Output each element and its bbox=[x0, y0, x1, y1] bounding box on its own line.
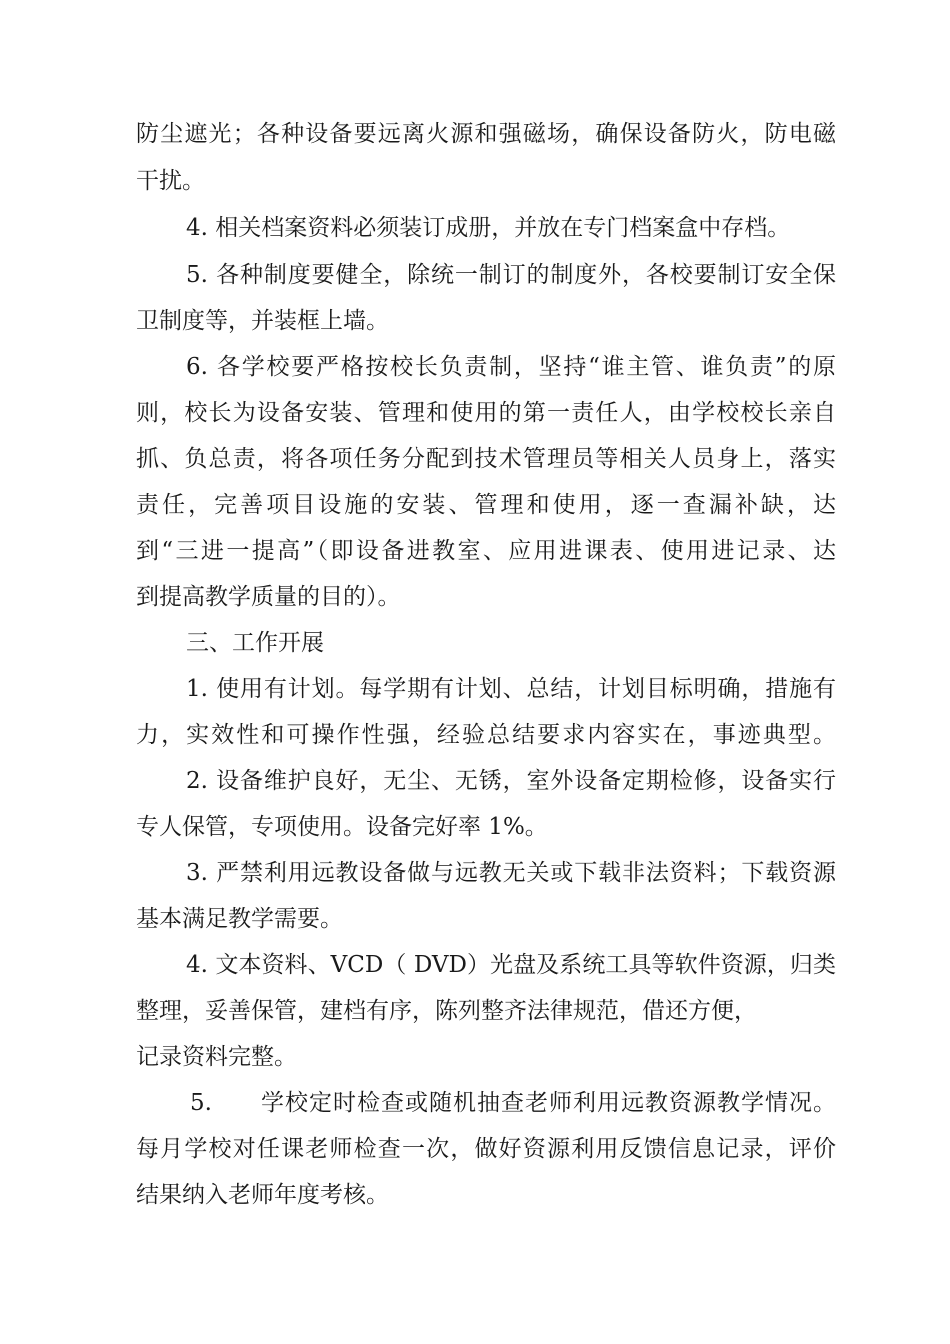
section-heading: 三、工作开展 bbox=[186, 630, 324, 656]
text-line: 4. 文本资料、VCD（ DVD）光盘及系统工具等软件资源，归类 bbox=[186, 952, 836, 978]
text-line: 结果纳入老师年度考核。 bbox=[136, 1182, 389, 1208]
text-line: 专人保管，专项使用。设备完好率 1%。 bbox=[136, 814, 548, 840]
text-line: 3. 严禁利用远教设备做与远教无关或下载非法资料；下载资源 bbox=[186, 860, 836, 886]
text-line: 2. 设备维护良好，无尘、无锈，室外设备定期检修，设备实行 bbox=[186, 768, 836, 794]
text-line: 基本满足教学需要。 bbox=[136, 906, 343, 932]
text-line: 每月学校对任课老师检查一次，做好资源利用反馈信息记录，评价 bbox=[136, 1136, 836, 1162]
text-line: 到提高教学质量的目的）。 bbox=[136, 584, 401, 610]
text-line: 卫制度等，并装框上墙。 bbox=[136, 308, 389, 334]
text-line: 干扰。 bbox=[136, 168, 205, 194]
text-line: 整理，妥善保管，建档有序，陈列整齐法律规范，借还方便， bbox=[136, 998, 757, 1024]
text-line: 4. 相关档案资料必须装订成册，并放在专门档案盒中存档。 bbox=[186, 215, 791, 241]
text-line: 责任，完善项目设施的安装、管理和使用，逐一查漏补缺，达 bbox=[136, 492, 836, 518]
text-line: 则，校长为设备安装、管理和使用的第一责任人，由学校校长亲自 bbox=[136, 400, 836, 426]
text-line: 1. 使用有计划。每学期有计划、总结，计划目标明确，措施有 bbox=[186, 676, 836, 702]
text-line: 6. 各学校要严格按校长负责制，坚持“谁主管、谁负责”的原 bbox=[186, 354, 836, 380]
text-line: 抓、负总责，将各项任务分配到技术管理员等相关人员身上，落实 bbox=[136, 446, 836, 472]
text-line: 5. 学校定时检查或随机抽查老师利用远教资源教学情况。 bbox=[190, 1090, 836, 1116]
text-line: 到“三进一提高”（即设备进教室、应用进课表、使用进记录、达 bbox=[136, 538, 836, 564]
text-line: 5. 各种制度要健全，除统一制订的制度外，各校要制订安全保 bbox=[186, 262, 836, 288]
text-line: 记录资料完整。 bbox=[136, 1044, 297, 1070]
text-line: 力，实效性和可操作性强，经验总结要求内容实在，事迹典型。 bbox=[136, 722, 836, 748]
text-line: 防尘遮光；各种设备要远离火源和强磁场，确保设备防火，防电磁 bbox=[136, 121, 836, 147]
